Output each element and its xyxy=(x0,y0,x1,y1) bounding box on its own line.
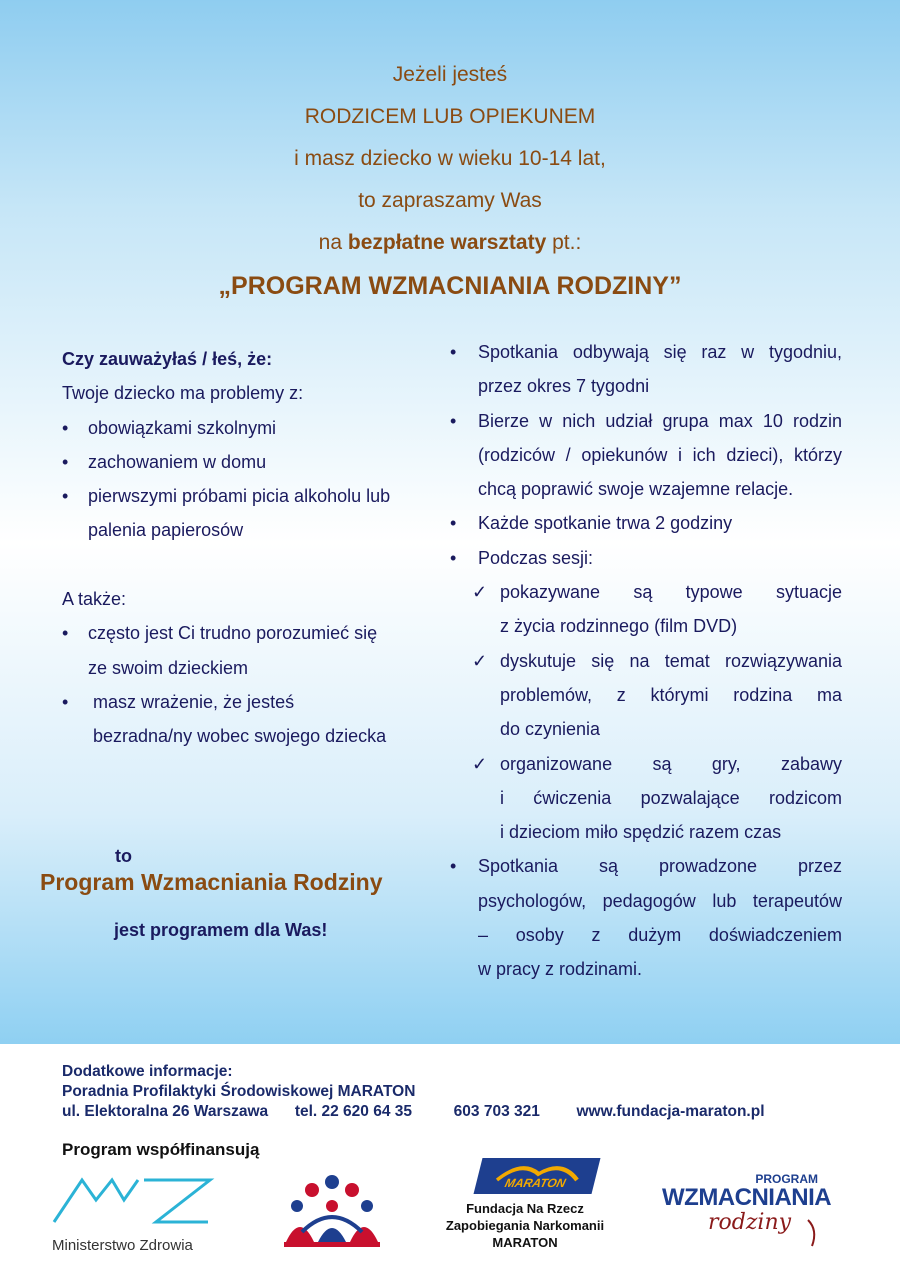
also-item-continued: ze swoim dzieckiem xyxy=(88,657,249,678)
info-item: • Bierze w nich udział grupa max 10 rodzin xyxy=(448,404,842,438)
footer-org: Poradnia Profilaktyki Środowiskowej MARATON xyxy=(62,1083,416,1100)
family-figures-icon xyxy=(282,1172,382,1250)
intro-line-5-bold: bezpłatne warsztaty xyxy=(347,231,547,254)
maraton-logo xyxy=(474,1158,601,1194)
question-heading: Czy zauważyłaś / łeś, że: xyxy=(62,349,273,369)
footer-mobile: 603 703 321 xyxy=(453,1103,540,1120)
intro-line-3: i masz dziecko w wieku 10-14 lat, xyxy=(294,147,606,170)
session-item: ✓ organizowane są gry, zabawy xyxy=(448,747,842,781)
closing-program: Program Wzmacniania Rodziny xyxy=(40,869,383,895)
also-heading: A także: xyxy=(62,589,127,610)
right-column xyxy=(448,335,842,987)
foundation-line-2: Zapobiegania Narkomanii xyxy=(445,1218,605,1233)
ministry-name: Ministerstwo Zdrowia xyxy=(52,1237,193,1254)
session-item-continued: i dzieciom miło spędzić razem czas xyxy=(500,822,782,843)
foundation-line-3: MARATON xyxy=(492,1235,558,1250)
info-item-continued: (rodziców / opiekunów i ich dzieci), którzy xyxy=(478,444,842,465)
session-item-continued: do czynienia xyxy=(500,719,601,740)
footer-contact xyxy=(62,1102,765,1122)
footer-website[interactable]: www.fundacja-maraton.pl xyxy=(576,1103,765,1120)
program-logo-small: PROGRAM xyxy=(755,1172,818,1186)
cofinance-label: Program współfinansują xyxy=(62,1140,260,1159)
info-item-continued: chcą poprawić swoje wzajemne relacje. xyxy=(478,479,794,500)
problem-item-continued: palenia papierosów xyxy=(88,520,244,541)
intro-line-5-prefix: na xyxy=(318,231,348,254)
info-item-continued: w pracy z rodzinami. xyxy=(478,959,643,980)
info-item: • Podczas sesji: xyxy=(448,541,842,575)
program-logo-script: rodziny xyxy=(708,1210,792,1235)
info-item-continued: psychologów, pedagogów lub terapeutów xyxy=(478,890,842,911)
info-item-continued: – osoby z dużym doświadczeniem xyxy=(478,925,842,946)
also-item-continued: bezradna/ny wobec swojego dziecka xyxy=(93,726,387,747)
problem-item: • pierwszymi próbami picia alkoholu lub xyxy=(62,479,432,513)
maraton-badge-text: MARATON xyxy=(503,1176,568,1190)
session-item-continued: problemów, z którymi rodzina ma xyxy=(500,684,842,705)
ministry-logo xyxy=(52,1176,222,1258)
program-logo-swash-icon xyxy=(804,1218,824,1248)
session-item-continued: z życia rodzinnego (film DVD) xyxy=(500,616,738,637)
intro-line-4: to zapraszamy Was xyxy=(358,189,542,212)
intro-line-5 xyxy=(0,231,900,255)
problems-intro: Twoje dziecko ma problemy z: xyxy=(62,383,304,404)
also-item: • masz wrażenie, że jesteś xyxy=(62,685,432,719)
foundation-line-1: Fundacja Na Rzecz xyxy=(466,1201,584,1216)
also-item: • często jest Ci trudno porozumieć się xyxy=(62,616,432,650)
footer-heading: Dodatkowe informacje: xyxy=(62,1063,233,1080)
closing-to: to xyxy=(115,846,132,866)
footer-address: ul. Elektoralna 26 Warszawa xyxy=(62,1103,269,1120)
info-item-continued: przez okres 7 tygodni xyxy=(478,376,650,397)
intro-line-1: Jeżeli jesteś xyxy=(392,63,508,86)
program-title: „PROGRAM WZMACNIANIA RODZINY” xyxy=(218,272,682,300)
intro-line-5-suffix: pt.: xyxy=(546,231,582,254)
foundation-name xyxy=(422,1200,628,1251)
info-item: • Spotkania odbywają się raz w tygodniu, xyxy=(448,335,842,369)
spacer xyxy=(62,548,432,582)
footer-info xyxy=(62,1062,765,1122)
ministry-mark-icon xyxy=(52,1176,217,1226)
info-item: • Spotkania są prowadzone przez xyxy=(448,849,842,883)
program-logo-big: WZMACNIANIA xyxy=(662,1184,832,1211)
session-item: ✓ pokazywane są typowe sytuacje xyxy=(448,575,842,609)
family-logo xyxy=(282,1172,382,1250)
program-logo xyxy=(662,1168,832,1258)
left-column xyxy=(62,342,432,754)
info-item: • Każde spotkanie trwa 2 godziny xyxy=(448,506,842,540)
problem-item: • obowiązkami szkolnymi xyxy=(62,411,432,445)
intro-line-2: RODZICEM LUB OPIEKUNEM xyxy=(304,105,596,128)
problem-item: • zachowaniem w domu xyxy=(62,445,432,479)
footer-phone: tel. 22 620 64 35 xyxy=(294,1103,413,1120)
closing-end: jest programem dla Was! xyxy=(114,920,328,940)
session-item-continued: i ćwiczenia pozwalające rodzicom xyxy=(500,787,842,808)
session-item: ✓ dyskutuje się na temat rozwiązywania xyxy=(448,644,842,678)
